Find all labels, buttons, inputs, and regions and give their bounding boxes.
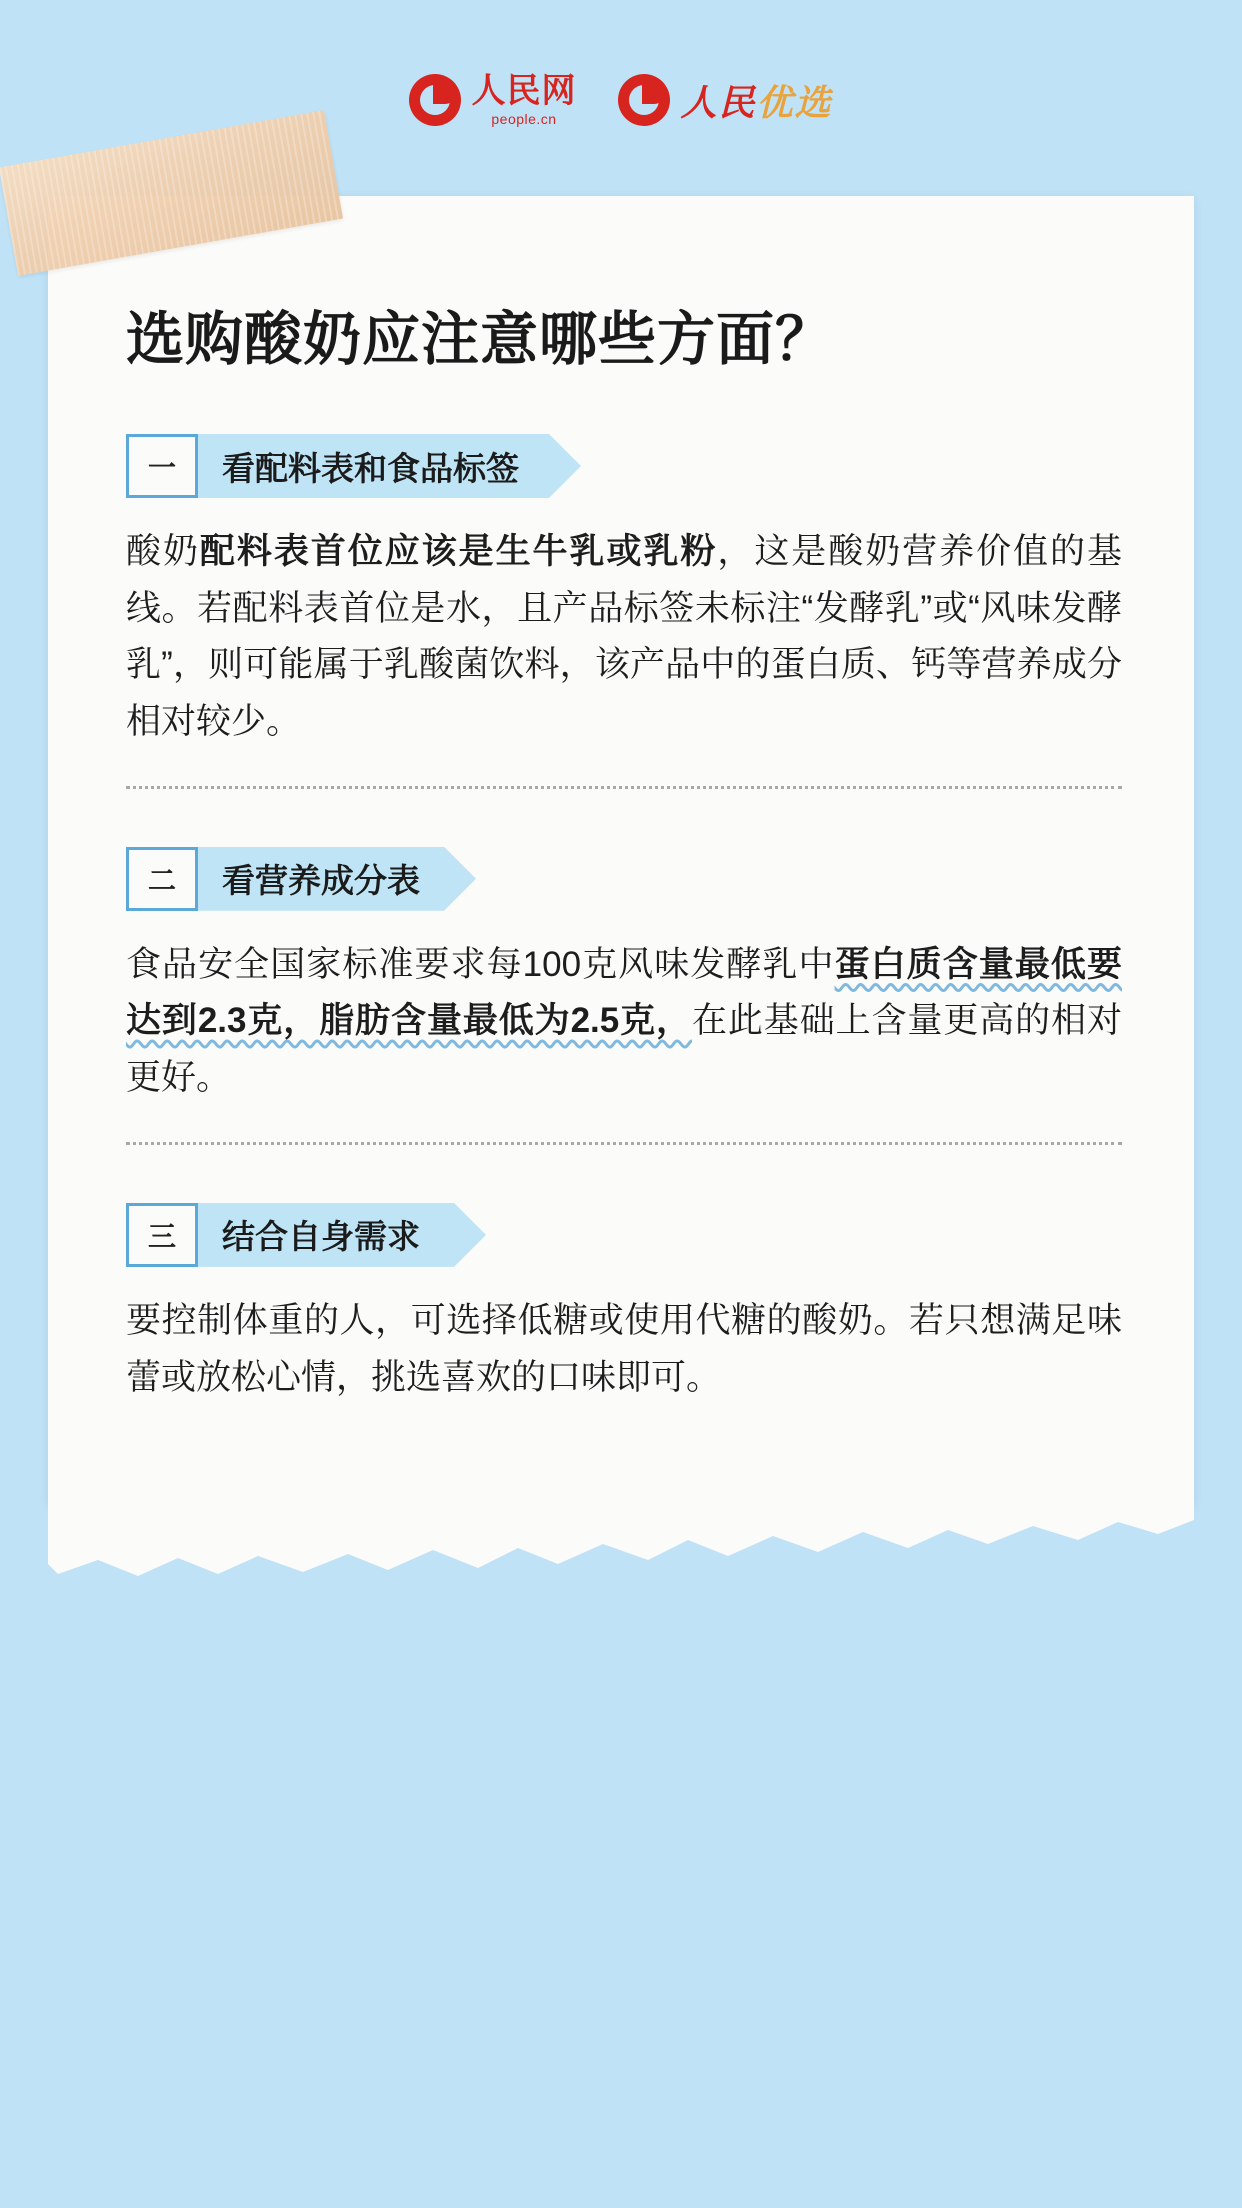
page-title: 选购酸奶应注意哪些方面？ — [126, 307, 835, 372]
section-1-text-0: 酸奶 — [126, 532, 200, 571]
section-2-number: 二 — [126, 847, 198, 911]
section-2-body — [126, 937, 1122, 1107]
logo-people-cn — [409, 74, 576, 126]
brand-logo-bar — [0, 60, 1242, 140]
people-youxuan-logo-text: 人民优选 — [680, 81, 833, 123]
section-3-number: 三 — [126, 1203, 198, 1267]
people-youxuan-logo-icon — [618, 74, 670, 126]
section-3 — [48, 1203, 1194, 1406]
people-cn-logo-en: people.cn — [491, 111, 557, 127]
section-3-body — [126, 1293, 1122, 1406]
section-2-text-2: 在此基础上含量更高的相对更好。 — [126, 1001, 1122, 1098]
section-2-heading: 看营养成分表 — [222, 862, 420, 900]
section-1-number: 一 — [126, 434, 198, 498]
paper-torn-edge — [48, 1500, 1194, 1590]
section-2-text-0: 食品安全国家标准要求每100克风味发酵乳中 — [126, 944, 835, 984]
section-3-text-0: 要控制体重的人，可选择低糖或使用代糖的酸奶。若只想满足味蕾或放松心情，挑选喜欢的口味即可。 — [126, 1300, 1122, 1397]
section-1-heading: 看配料表和食品标签 — [222, 449, 519, 487]
section-3-header — [126, 1203, 486, 1267]
section-1-text-2: ，这是酸奶营养价值的基线。若配料表首位是水，且产品标签未标注“发酵乳”或“风味发酵乳”，则可能属于乳酸菌饮料，该产品中的蛋白质、钙等营养成分相对较少。 — [126, 532, 1122, 742]
section-2-header — [126, 847, 476, 911]
section-1-divider — [126, 786, 1122, 789]
section-2 — [48, 847, 1194, 1145]
article-content — [48, 196, 1194, 1441]
section-1 — [48, 434, 1194, 789]
people-cn-logo-text — [471, 74, 576, 126]
section-1-header — [126, 434, 581, 498]
section-2-divider — [126, 1142, 1122, 1145]
people-cn-logo-cn: 人民网 — [471, 72, 577, 110]
people-cn-logo-icon — [409, 74, 461, 126]
logo-people-youxuan — [618, 74, 832, 126]
section-1-body — [126, 524, 1122, 751]
section-1-text-1: 配料表首位应该是生牛乳或乳粉 — [199, 532, 718, 571]
section-3-heading: 结合自身需求 — [222, 1218, 420, 1256]
section-2-text-1: 蛋白质含量最低要达到2.3克，脂肪含量最低为2.5克， — [126, 944, 1122, 1041]
